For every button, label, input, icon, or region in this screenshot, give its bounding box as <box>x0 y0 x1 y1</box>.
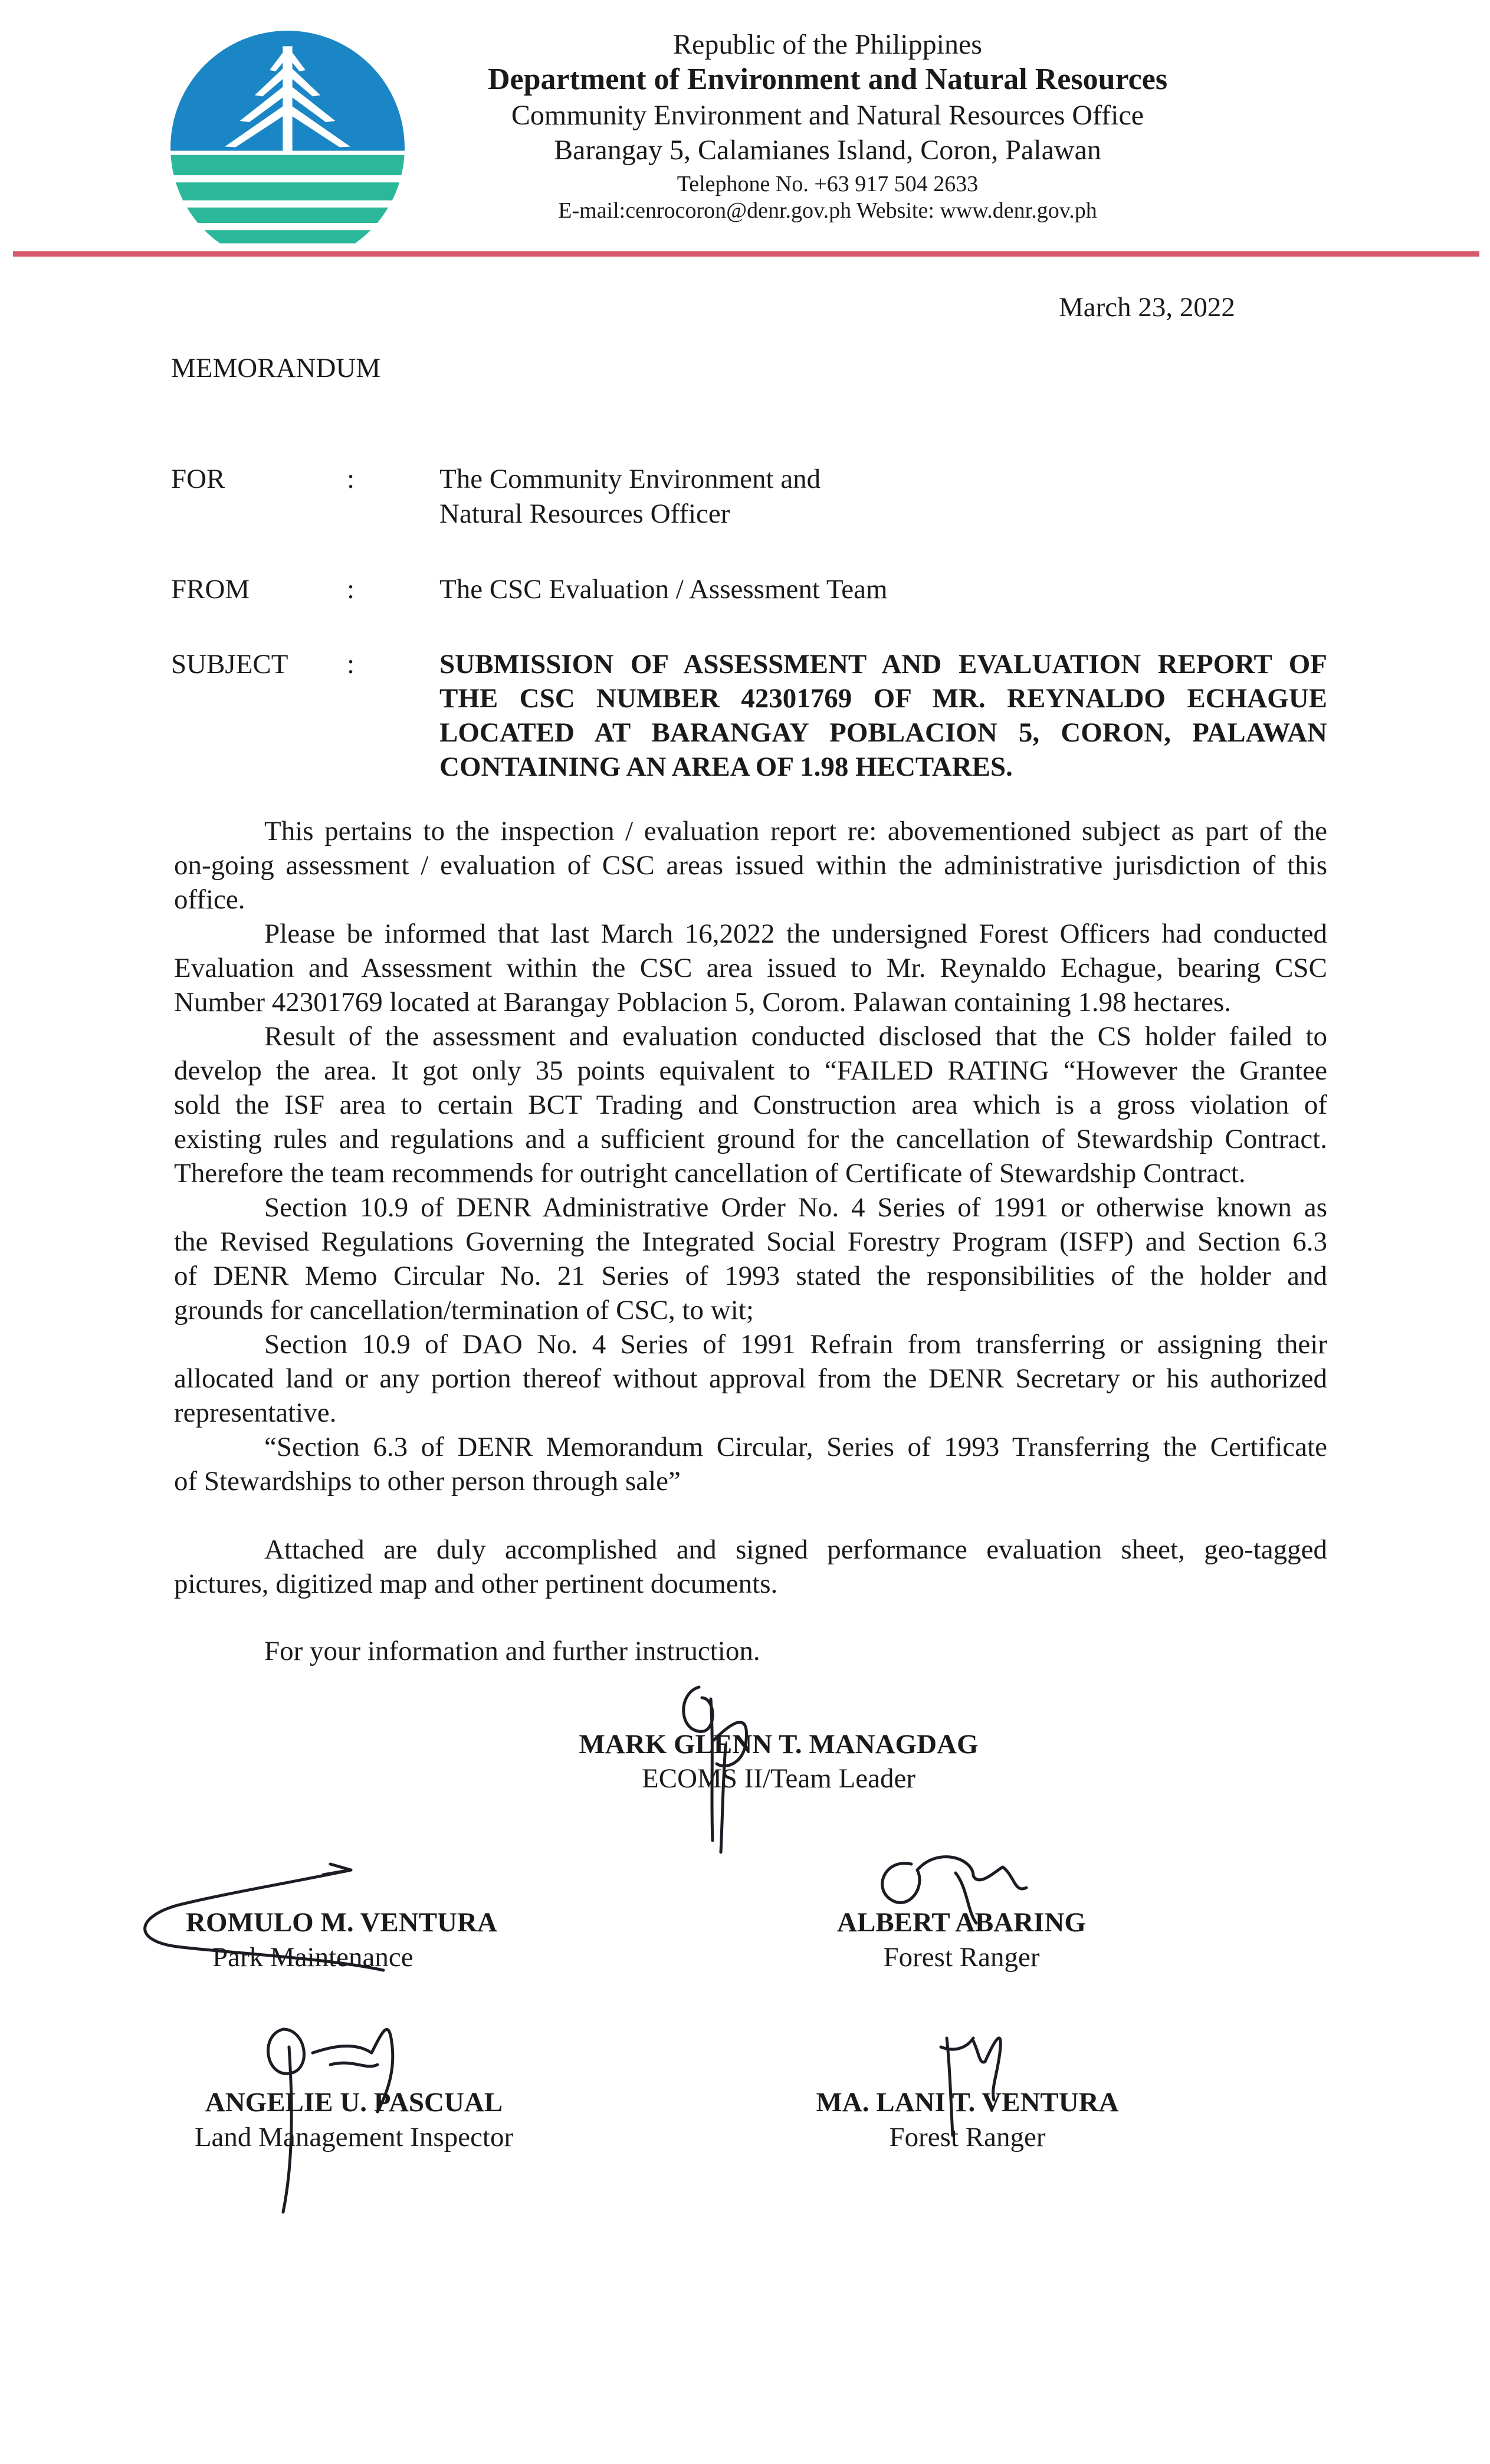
subject-text <box>439 647 1327 784</box>
body-paragraph-6 <box>174 1430 1327 1498</box>
letterhead-address: Barangay 5, Calamianes Island, Coron, Palawan <box>554 134 1101 166</box>
paragraph-line: allocated land or any portion thereof without approval from the DENR Secretary or his authorized <box>174 1363 1327 1394</box>
for-label: FOR <box>171 464 225 494</box>
paragraph-line: Number 42301769 located at Barangay Poblacion 5, Corom. Palawan containing 1.98 hectares. <box>174 987 1232 1018</box>
for-colon: : <box>347 464 355 494</box>
paragraph-line: Section 10.9 of DAO No. 4 Series of 1991 Refrain from transferring or assigning their <box>264 1329 1327 1360</box>
subject-line: SUBMISSION OF ASSESSMENT AND EVALUATION REPORT OF <box>439 649 1327 680</box>
body-paragraph-8 <box>174 1634 1327 1668</box>
signatory-right2-name: MA. LANI T. VENTURA <box>816 2087 1119 2118</box>
paragraph-line: pictures, digitized map and other pertinent documents. <box>174 1569 778 1599</box>
paragraph-line: of DENR Memo Circular No. 21 Series of 1993 stated the responsibilities of the holder and <box>174 1261 1327 1291</box>
for-recipient-line1: The Community Environment and <box>439 464 821 494</box>
body-paragraph-3 <box>174 1019 1327 1190</box>
paragraph-line: Section 10.9 of DENR Administrative Order No. 4 Series of 1991 or otherwise known as <box>264 1192 1327 1223</box>
from-colon: : <box>347 574 355 605</box>
paragraph-line: For your information and further instruction. <box>264 1636 760 1666</box>
letterhead-office: Community Environment and Natural Resources Office <box>511 100 1144 131</box>
paragraph-line: develop the area. It got only 35 points equivalent to “FAILED RATING “However the Grantee <box>174 1055 1327 1086</box>
signatory-right1-title: Forest Ranger <box>883 1942 1040 1973</box>
letterhead-republic: Republic of the Philippines <box>673 29 982 60</box>
paragraph-line: on-going assessment / evaluation of CSC areas issued within the administrative jurisdiction of this <box>174 850 1327 881</box>
for-recipient-line2: Natural Resources Officer <box>439 498 730 529</box>
signatory-right1-name: ALBERT ABARING <box>837 1907 1086 1938</box>
signatory-left2-title: Land Management Inspector <box>194 2122 514 2153</box>
memo-heading: MEMORANDUM <box>171 353 381 383</box>
paragraph-line: representative. <box>174 1397 337 1428</box>
paragraph-line: sold the ISF area to certain BCT Trading and Construction area which is a gross violation of <box>174 1090 1327 1120</box>
letterhead-department: Department of Environment and Natural Resources <box>487 63 1168 96</box>
letterhead-contact: E-mail:cenrocoron@denr.gov.ph Website: www.denr.gov.ph <box>558 198 1097 223</box>
paragraph-line: Attached are duly accomplished and signed performance evaluation sheet, geo-tagged <box>264 1534 1327 1565</box>
signatory-left1-title: Park Maintenance <box>212 1942 413 1973</box>
paragraph-line: grounds for cancellation/termination of CSC, to wit; <box>174 1295 754 1325</box>
paragraph-line: Please be informed that last March 16,2022 the undersigned Forest Officers had conducted <box>264 918 1327 949</box>
body-paragraph-1 <box>174 814 1327 917</box>
subject-label: SUBJECT <box>171 649 288 680</box>
subject-line: CONTAINING AN AREA OF 1.98 HECTARES. <box>439 752 1013 782</box>
subject-colon: : <box>347 649 355 680</box>
signatory-left2-name: ANGELIE U. PASCUAL <box>205 2087 503 2118</box>
paragraph-line: of Stewardships to other person through sale” <box>174 1466 681 1497</box>
paragraph-line: Therefore the team recommends for outright cancellation of Certificate of Stewardship Contract. <box>174 1158 1246 1189</box>
paragraph-line: This pertains to the inspection / evaluation report re: abovementioned subject as part of the <box>264 816 1327 847</box>
memo-date: March 23, 2022 <box>1059 292 1235 323</box>
paragraph-line: existing rules and regulations and a sufficient ground for the cancellation of Stewardship Contract. <box>174 1124 1327 1154</box>
signatory-right2-title: Forest Ranger <box>889 2122 1046 2153</box>
paragraph-line: Evaluation and Assessment within the CSC area issued to Mr. Reynaldo Echague, bearing CSC <box>174 953 1327 983</box>
paragraph-line: the Revised Regulations Governing the Integrated Social Forestry Program (ISFP) and Section 6.3 <box>174 1226 1327 1257</box>
from-label: FROM <box>171 574 250 605</box>
from-sender: The CSC Evaluation / Assessment Team <box>439 574 888 605</box>
paragraph-line: “Section 6.3 of DENR Memorandum Circular, Series of 1993 Transferring the Certificate <box>264 1432 1327 1462</box>
subject-line: THE CSC NUMBER 42301769 OF MR. REYNALDO ECHAGUE <box>439 683 1327 714</box>
body-paragraph-7 <box>174 1533 1327 1601</box>
signatory-leader-name: MARK GLENN T. MANAGDAG <box>579 1729 979 1760</box>
signatory-left1-name: ROMULO M. VENTURA <box>186 1907 497 1938</box>
body-paragraph-2 <box>174 917 1327 1019</box>
paragraph-line: office. <box>174 884 245 915</box>
paragraph-line: Result of the assessment and evaluation conducted disclosed that the CS holder failed to <box>264 1021 1327 1052</box>
header-divider <box>13 251 1479 257</box>
signatory-leader-title: ECOMS II/Team Leader <box>642 1763 915 1794</box>
body-paragraph-5 <box>174 1327 1327 1430</box>
subject-line: LOCATED AT BARANGAY POBLACION 5, CORON, PALAWAN <box>439 717 1327 748</box>
body-paragraph-4 <box>174 1190 1327 1327</box>
letterhead-telephone: Telephone No. +63 917 504 2633 <box>677 172 979 196</box>
